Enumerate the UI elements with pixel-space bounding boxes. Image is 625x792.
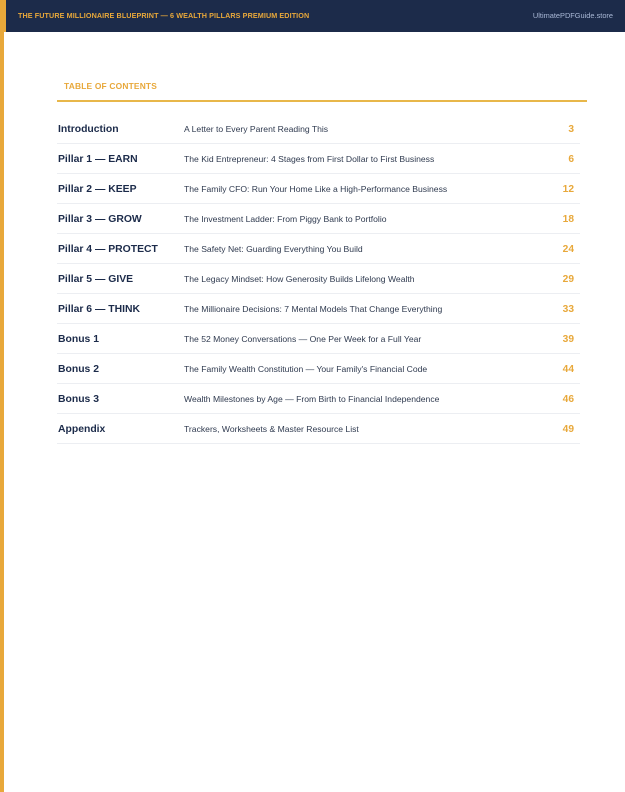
toc-entry-description: Wealth Milestones by Age — From Birth to Financial Independence — [184, 394, 440, 404]
toc-entry-label: Bonus 3 — [58, 394, 99, 405]
toc-entry-page: 29 — [562, 274, 574, 285]
toc-entry-label: Pillar 1 — EARN — [58, 154, 138, 165]
toc-entry-label: Pillar 4 — PROTECT — [58, 244, 158, 255]
toc-entry-page: 44 — [562, 364, 574, 375]
toc-entry-description: The Kid Entrepreneur: 4 Stages from First Dollar to First Business — [184, 154, 435, 164]
toc-entry-description: The Investment Ladder: From Piggy Bank to Portfolio — [184, 214, 387, 224]
toc-entry-description: The Millionaire Decisions: 7 Mental Models That Change Everything — [184, 304, 443, 314]
toc-entry-description: The Safety Net: Guarding Everything You Build — [184, 244, 363, 254]
toc-divider — [57, 100, 587, 102]
toc-entry-description: The Family Wealth Constitution — Your Family's Financial Code — [184, 364, 428, 374]
toc-entry-page: 18 — [562, 214, 574, 225]
toc-entry-description: Trackers, Worksheets & Master Resource List — [184, 424, 359, 434]
toc-entry-description: The Legacy Mindset: How Generosity Builds Lifelong Wealth — [184, 274, 415, 284]
toc-entry-pillar-6[interactable] — [57, 294, 580, 324]
toc-entry-pillar-5[interactable] — [57, 264, 580, 294]
toc-entry-label: Bonus 2 — [58, 364, 99, 375]
toc-entry-page: 49 — [562, 424, 574, 435]
page-header — [0, 0, 625, 32]
toc-entry-pillar-2[interactable] — [57, 174, 580, 204]
toc-entry-label: Introduction — [58, 124, 119, 135]
toc-entry-pillar-3[interactable] — [57, 204, 580, 234]
toc-entry-pillar-1[interactable] — [57, 144, 580, 174]
toc-entry-page: 46 — [562, 394, 574, 405]
toc-entry-description: The 52 Money Conversations — One Per Week for a Full Year — [184, 334, 422, 344]
toc-entry-label: Pillar 2 — KEEP — [58, 184, 137, 195]
toc-entry-label: Appendix — [58, 424, 106, 435]
page-left-accent — [0, 0, 4, 792]
toc-heading: TABLE OF CONTENTS — [64, 81, 158, 91]
toc-entry-label: Bonus 1 — [58, 334, 99, 345]
toc-entry-bonus-1[interactable] — [57, 324, 580, 354]
toc-list — [57, 114, 580, 444]
toc-entry-label: Pillar 3 — GROW — [58, 214, 142, 225]
toc-entry-bonus-3[interactable] — [57, 384, 580, 414]
toc-entry-label: Pillar 6 — THINK — [58, 304, 140, 315]
toc-entry-page: 24 — [562, 244, 574, 255]
document-title: THE FUTURE MILLIONAIRE BLUEPRINT — 6 WEALTH PILLARS PREMIUM EDITION — [18, 11, 310, 20]
toc-entry-page: 3 — [568, 124, 574, 135]
header-accent — [0, 0, 6, 32]
toc-entry-introduction[interactable] — [57, 114, 580, 144]
toc-entry-page: 12 — [562, 184, 574, 195]
toc-entry-page: 6 — [568, 154, 574, 165]
toc-entry-bonus-2[interactable] — [57, 354, 580, 384]
toc-entry-page: 33 — [562, 304, 574, 315]
toc-entry-label: Pillar 5 — GIVE — [58, 274, 134, 285]
toc-entry-appendix[interactable] — [57, 414, 580, 444]
site-name: UltimatePDFGuide.store — [532, 11, 613, 20]
toc-entry-pillar-4[interactable] — [57, 234, 580, 264]
toc-entry-page: 39 — [562, 334, 574, 345]
toc-entry-description: A Letter to Every Parent Reading This — [184, 124, 329, 134]
toc-entry-description: The Family CFO: Run Your Home Like a High-Performance Business — [184, 184, 448, 194]
